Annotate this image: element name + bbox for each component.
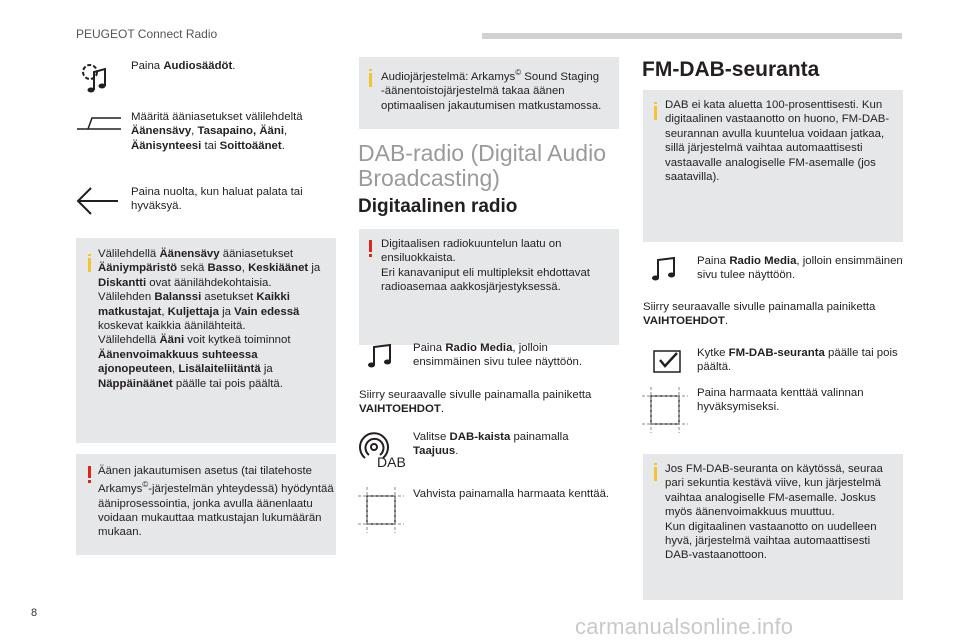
- music-settings-icon: [78, 60, 108, 94]
- checkbox-icon: [652, 348, 682, 374]
- info-fm-dab-text: DAB ei kata aluetta 100-prosenttisesti. Kun digitaalinen vastaanotto on huono, FM-DAB-seurannan avulla kuuntelua voidaan jatkaa, sillä järjestelmä vaihtaa automaattisesti vastaavalle analogiselle FM-asemalle (jos saatavilla).: [665, 99, 890, 184]
- info-icon: [654, 467, 657, 481]
- header-rule: [482, 33, 902, 39]
- step-toggle-fm-dab: Kytke FM-DAB-seuranta päälle tai pois päältä.: [697, 347, 898, 374]
- warning-sound-distribution-text: Äänen jakautumisen asetus (tai tilatehoste Arkamys©-järjestelmän yhteydessä) hyödyntää ääniprosessointia, jonka avulla äänenlaatu voidaan mukauttaa matkustajan lukumäärän mukaan.: [98, 465, 334, 539]
- step-dab-band: Valitse DAB-kaista painamalla Taajuus.: [413, 431, 569, 458]
- gray-field-icon: [642, 387, 688, 433]
- info-icon: [88, 258, 91, 272]
- step-options-fm: Siirry seuraavalle sivulle painamalla painiketta VAIHTOEHDOT.: [643, 301, 876, 328]
- music-note-icon: [368, 343, 394, 369]
- section-title-fm-dab: FM-DAB-seuranta: [642, 58, 820, 81]
- tab-icon: [76, 116, 122, 132]
- page-number: 8: [31, 607, 38, 619]
- info-arkamys-text: Audiojärjestelmä: Arkamys© Sound Staging -äänentoistojärjestelmä takaa äänen optimaalisen jakautumisen matkustamossa.: [381, 68, 602, 112]
- warning-icon: [369, 240, 372, 252]
- back-arrow-icon: [76, 186, 120, 216]
- info-sound-tabs-text: Välilehdellä Äänensävy ääniasetukset Ääniympäristö sekä Basso, Keskiäänet ja Diskantti ovat äänilähdekohtaisia. Välilehden Balanssi asetukset Kaikki matkustajat, Kuljettaja ja Vain edessä koskevat kaikkia äänilähteitä. Välilehdellä Ääni voit kytkeä toiminnot Äänenvoimakkuus suhteessa ajonopeuteen, Lisälaiteliitäntä ja Näppäinäänet päälle tai pois päältä.: [98, 248, 321, 390]
- info-fm-switch-text: Jos FM-DAB-seuranta on käytössä, seuraa pari sekuntia kestävä viive, kun järjestelmä vaihtaa analogiselle FM-asemalle. Joskus myös äänenvoimakkuus muuttuu. Kun digitaalinen vastaanotto on uudelleen hyvä, järjestelmä vaihtaa automaattisesti DAB-vastaanottoon.: [665, 463, 883, 562]
- step-confirm-gray-fm: Paina harmaata kenttää valinnan hyväksymiseksi.: [697, 387, 864, 414]
- music-note-icon: [652, 256, 678, 282]
- step-confirm-gray: Vahvista painamalla harmaata kenttää.: [413, 488, 610, 500]
- info-icon: [369, 73, 372, 87]
- watermark: carmanualsonline.info: [575, 614, 794, 639]
- dab-icon-label: DAB: [377, 454, 406, 470]
- step-radio-media-fm: Paina Radio Media, jolloin ensimmäinen sivu tulee näyttöön.: [697, 255, 903, 282]
- info-icon: [654, 106, 657, 120]
- step-options: Siirry seuraavalle sivulle painamalla painiketta VAIHTOEHDOT.: [359, 389, 592, 416]
- warning-icon: [88, 466, 91, 478]
- running-header: PEUGEOT Connect Radio: [76, 27, 218, 41]
- gray-field-icon: [358, 487, 404, 533]
- section-title-dab: DAB-radio (Digital Audio Broadcasting): [358, 140, 607, 191]
- step-radio-media: Paina Radio Media, jolloin ensimmäinen sivu tulee näyttöön.: [413, 342, 583, 369]
- step-audio-settings: Paina Audiosäädöt.: [131, 60, 236, 72]
- warning-digital-text: Digitaalisen radiokuuntelun laatu on ensiluokkaista. Eri kanavaniput eli multipleksit ehdottavat radioasemaa aakkosjärjestyksessä.: [381, 238, 590, 294]
- step-sound-tabs: Määritä ääniasetukset välilehdeltä Äänensävy, Tasapaino, Ääni, Äänisynteesi tai Soittoäänet.: [131, 111, 303, 152]
- step-back: Paina nuolta, kun haluat palata tai hyväksyä.: [131, 186, 303, 213]
- subsection-title-digital: Digitaalinen radio: [358, 196, 518, 217]
